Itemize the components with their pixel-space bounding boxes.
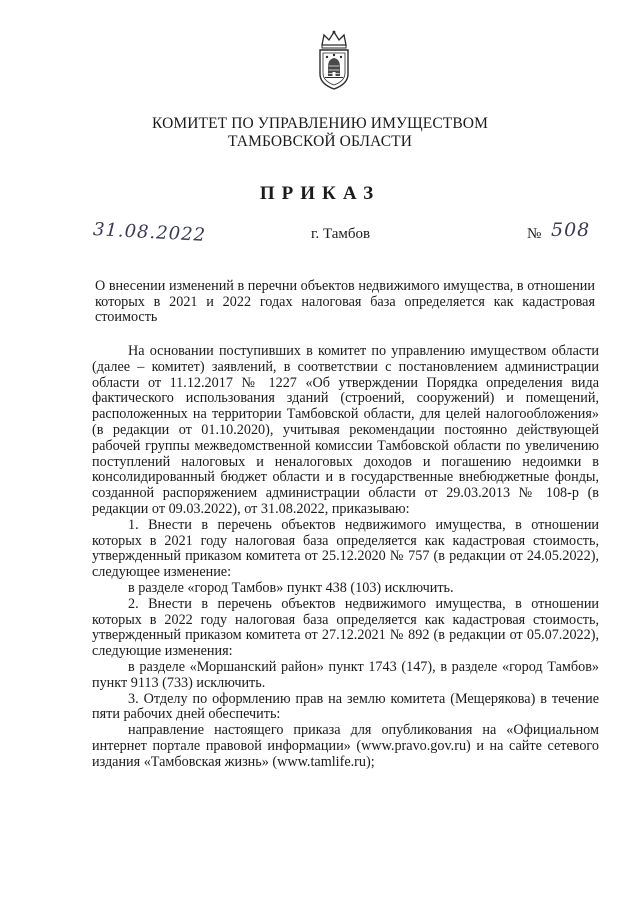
item-3-paragraph: 3. Отделу по оформлению прав на землю комитета (Мещерякова) в течение пяти рабочих дней обеспечить: xyxy=(92,690,599,723)
item-2-paragraph: 2. Внести в перечень объектов недвижимого имущества, в отношении которых в 2022 году налоговая база определяется как кадастровая стоимость, утвержденный приказом комитета от 27.12.2021 № 892 (в редакции от 05.07.2022), следующие изменения: xyxy=(92,595,599,660)
org-line-1: КОМИТЕТ ПО УПРАВЛЕНИЮ ИМУЩЕСТВОМ xyxy=(152,115,488,132)
tambov-coat-of-arms-icon xyxy=(312,28,356,92)
item-3-subitem: направление настоящего приказа для опубликования на «Официальном интернет портале правовой информации» (www.pravo.gov.ru) и на сайте сетевого издания «Тамбовская жизнь» (www.tamlife.ru); xyxy=(92,722,599,770)
org-line-2: ТАМБОВСКОЙ ОБЛАСТИ xyxy=(228,133,412,150)
handwritten-date: 31.08.2022 xyxy=(92,219,207,246)
item-2-change: в разделе «Моршанский район» пункт 1743 (147), в разделе «город Тамбов» пункт 9113 (733) исключить. xyxy=(92,658,599,691)
item-1-change: в разделе «город Тамбов» пункт 438 (103) исключить. xyxy=(128,579,454,596)
order-body xyxy=(92,344,599,771)
city-label: г. Тамбов xyxy=(311,226,371,242)
number-sign: № xyxy=(527,226,542,242)
item-1-paragraph: 1. Внести в перечень объектов недвижимого имущества, в отношении которых в 2021 году налоговая база определяется как кадастровая стоимость, утвержденный приказом комитета от 25.12.2020 № 757 (в редакции от 24.05.2022), следующее изменение: xyxy=(92,516,599,581)
document-type-title: ПРИКАЗ xyxy=(259,183,381,204)
preamble-paragraph: На основании поступивших в комитет по управлению имуществом области (далее – комитет) заявлений, в соответствии с постановлением администрации области от 11.12.2017 № 1227 «Об утверждении Порядка определения вида фактического использования зданий (строений, сооружений) и помещений, расположенных на территории Тамбовской области, для целей налогообложения» (в редакции от 01.10.2020), учитывая рекомендации постоянно действующей рабочей группы межведомственной комиссии Тамбовской области по увеличению поступлений налоговых и неналоговых доходов и погашению недоимки в консолидированный бюджет области и в государственные внебюджетные фонды, созданной распоряжением администрации области от 29.03.2013 № 108-р (в редакции от 09.03.2022), от 31.08.2022, приказываю: xyxy=(92,343,599,517)
order-subject: О внесении изменений в перечни объектов недвижимого имущества, в отношении которых в 2021 и 2022 годах налоговая база определяется как кадастровая стоимость xyxy=(95,278,595,325)
organization-name xyxy=(0,115,640,151)
handwritten-number: 508 xyxy=(551,219,591,241)
